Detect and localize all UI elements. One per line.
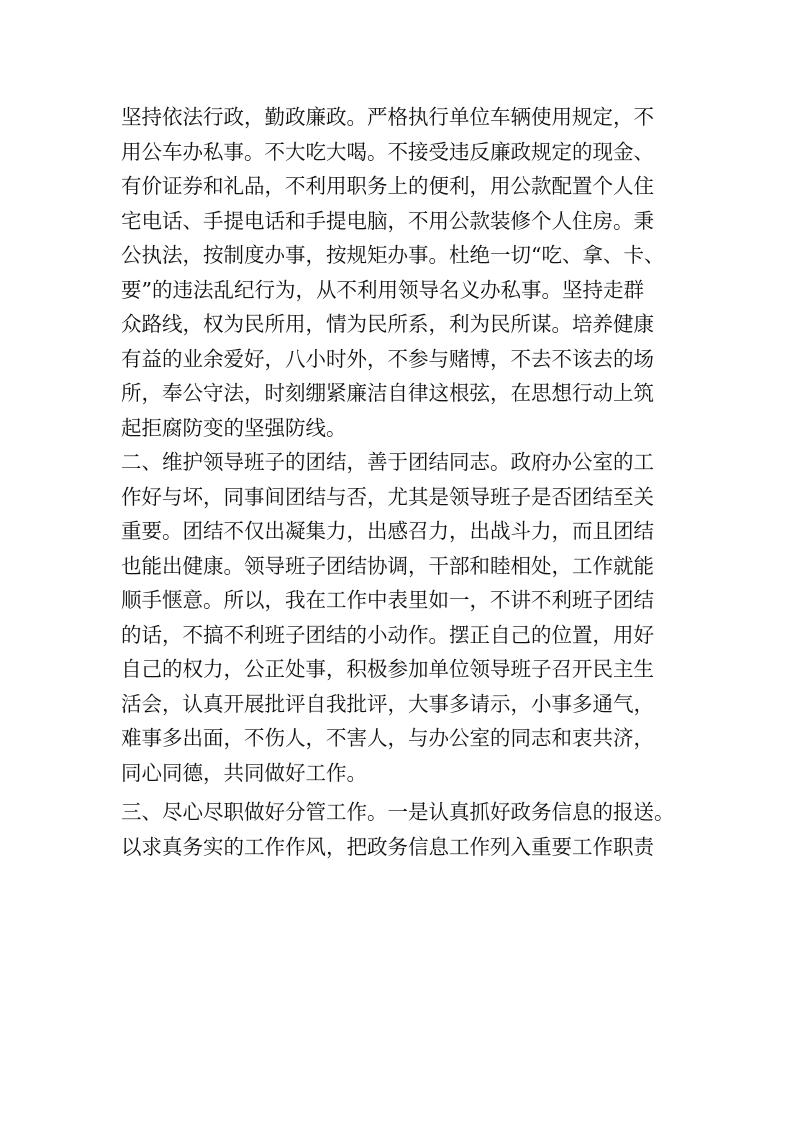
text-line: 的话，不搞不利班子团结的小动作。摆正自己的位置，用好: [121, 622, 654, 647]
text-line: 以求真务实的工作作风，把政务信息工作列入重要工作职责: [121, 834, 654, 859]
text-line: 顺手惬意。所以，我在工作中表里如一，不讲不利班子团结: [121, 588, 654, 612]
text-line: 宅电话、手提电话和手提电脑，不用公款装修个人住房。秉: [121, 208, 654, 233]
document-body: [121, 100, 681, 864]
text-line: 起拒腐防变的坚强防线。: [121, 415, 347, 440]
section-heading-line: 二、维护领导班子的团结，善于团结同志。政府办公室的工: [121, 450, 654, 474]
paragraph-team-unity: [121, 445, 681, 790]
text-line: 同心同德，共同做好工作。: [121, 760, 367, 785]
text-line: 有益的业余爱好，八小时外，不参与赌博，不去不该去的场: [121, 346, 654, 371]
text-line: 活会，认真开展批评自我批评，大事多请示，小事多通气，: [121, 691, 654, 716]
text-line: 自己的权力，公正处事，积极参加单位领导班子召开民主生: [121, 657, 654, 681]
text-line: 也能出健康。领导班子团结协调，干部和睦相处，工作就能: [121, 553, 654, 578]
text-line: 用公车办私事。不大吃大喝。不接受违反廉政规定的现金、: [121, 139, 654, 164]
text-line: 要”的违法乱纪行为，从不利用领导名义办私事。坚持走群: [121, 277, 644, 302]
text-line: 有价证券和礼品，不利用职务上的便利，用公款配置个人住: [121, 174, 654, 198]
text-line: 公执法，按制度办事，按规矩办事。杜绝一切“吃、拿、卡、: [121, 243, 665, 267]
text-line: 所，奉公守法，时刻绷紧廉洁自律这根弦，在思想行动上筑: [121, 381, 654, 405]
text-line: 难事多出面，不伤人，不害人，与办公室的同志和衷共济，: [121, 726, 654, 750]
paragraph-duties: [121, 795, 681, 864]
text-line: 坚持依法行政，勤政廉政。严格执行单位车辆使用规定，不: [121, 105, 654, 129]
text-line: 众路线，权为民所用，情为民所系，利为民所谋。培养健康: [121, 312, 654, 336]
section-heading-line: 三、尽心尽职做好分管工作。一是认真抓好政务信息的报送。: [121, 800, 675, 824]
text-line: 作好与坏，同事间团结与否，尤其是领导班子是否团结至关: [121, 484, 654, 509]
text-line: 重要。团结不仅出凝集力，出感召力，出战斗力，而且团结: [121, 519, 654, 543]
paragraph-integrity: [121, 100, 681, 445]
